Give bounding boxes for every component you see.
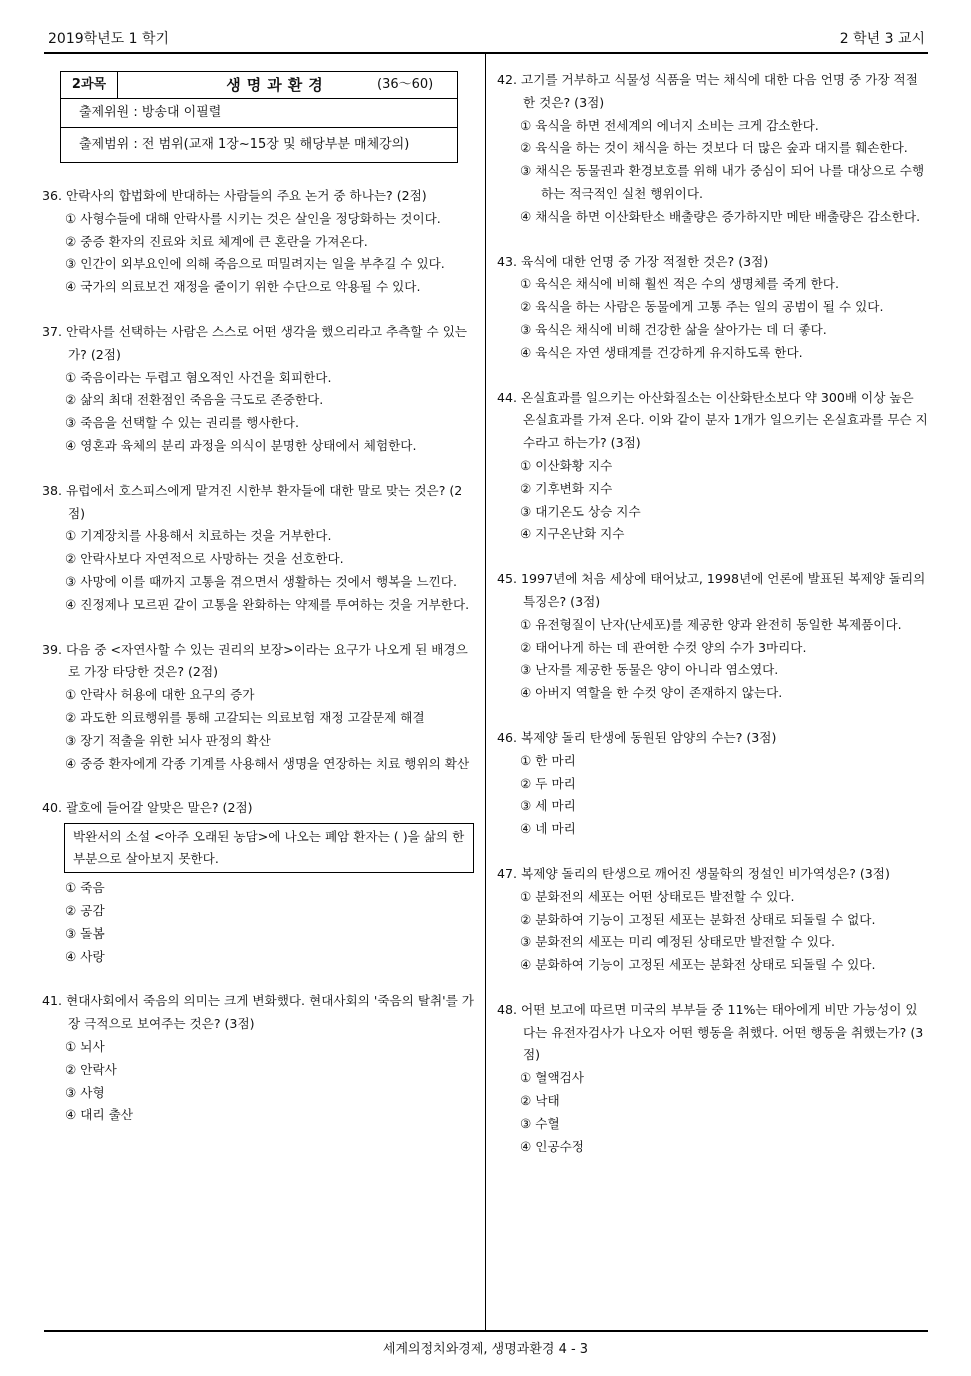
answer-option: ① 사형수들에 대해 안락사를 시키는 것은 살인을 정당화하는 것이다.	[65, 210, 441, 226]
question	[42, 480, 476, 617]
answer-option: ④ 채식을 하면 이산화탄소 배출량은 증가하지만 메탄 배출량은 감소한다.	[520, 208, 921, 224]
answer-option: ③ 죽음을 선택할 수 있는 권리를 행사한다.	[65, 415, 299, 431]
subject-authors: 출제위원 : 방송대 이필렬	[61, 99, 457, 128]
answer-option: ③ 채식은 동물권과 환경보호를 위해 내가 중심이 되어 나를 대상으로 수행하는 적극적인 실천 행위이다.	[520, 163, 925, 201]
answer-option: ③ 대기온도 상승 지수	[520, 503, 641, 519]
question	[42, 185, 476, 299]
answer-option: ② 과도한 의료행위를 통해 고갈되는 의료보험 재정 고갈문제 해결	[65, 709, 425, 725]
question	[497, 251, 929, 365]
subject-box	[60, 71, 458, 163]
exam-grade-period: 2 학년 3 교시	[839, 31, 925, 47]
question-range: (36～60)	[377, 77, 434, 92]
question-stem: 39. 다음 중 <자연사할 수 있는 권리의 보장>이라는 요구가 나오게 된 배경으로 가장 타당한 것은? (2점)	[42, 641, 468, 680]
answer-option: ④ 진정제나 모르핀 같이 고통을 완화하는 약제를 투여하는 것을 거부한다.	[65, 596, 470, 612]
answer-option: ④ 영혼과 육체의 분리 과정을 의식이 분명한 상태에서 체험한다.	[65, 437, 417, 453]
answer-option: ③ 분화전의 세포는 미리 예정된 상태로만 발전할 수 있다.	[520, 934, 835, 950]
answer-option: ① 안락사 허용에 대한 요구의 증가	[65, 687, 255, 703]
answer-option: ① 기계장치를 사용해서 치료하는 것을 거부한다.	[65, 528, 332, 544]
answer-option: ② 분화하여 기능이 고정된 세포는 분화전 상태로 되돌릴 수 없다.	[520, 911, 876, 927]
question-stem: 36. 안락사의 합법화에 반대하는 사람들의 주요 논거 중 하나는? (2점)	[42, 188, 427, 203]
answer-option: ① 죽음이라는 두렵고 혐오적인 사건을 회피한다.	[65, 369, 332, 385]
question	[497, 999, 929, 1159]
exam-term: 2019학년도 1 학기	[48, 31, 170, 47]
answer-option: ④ 아버지 역할을 한 수컷 양이 존재하지 않는다.	[520, 685, 783, 701]
question-stem: 47. 복제양 돌리의 탄생으로 깨어진 생물학의 정설인 비가역성은? (3점)	[497, 865, 890, 881]
answer-option: ③ 세 마리	[520, 798, 576, 814]
question-stem: 43. 육식에 대한 언명 중 가장 적절한 것은? (3점)	[497, 253, 769, 269]
answer-option: ② 안락사보다 자연적으로 사망하는 것을 선호한다.	[65, 551, 344, 567]
answer-option: ① 혈액검사	[520, 1070, 584, 1086]
answer-option: ② 안락사	[65, 1061, 117, 1077]
question-stem: 46. 복제양 돌리 탄생에 동원된 암양의 수는? (3점)	[497, 729, 777, 745]
question	[42, 990, 476, 1127]
answer-option: ④ 분화하여 기능이 고정된 세포는 분화전 상태로 되돌릴 수 있다.	[520, 957, 876, 973]
answer-option: ① 유전형질이 난자(난세포)를 제공한 양과 완전히 동일한 복제품이다.	[520, 616, 902, 632]
question-stem: 37. 안락사를 선택하는 사람은 스스로 어떤 생각을 했으리라고 추측할 수 있는가? (2점)	[42, 323, 468, 362]
question-stem: 38. 유럽에서 호스피스에게 맡겨진 시한부 환자들에 대한 말로 맞는 것은? (2점)	[42, 482, 463, 521]
question-stem: 44. 온실효과를 일으키는 아산화질소는 이산화탄소보다 약 300배 이상 높은 온실효과를 가져 온다. 이와 같이 분자 1개가 일으키는 온실효과를 무슨 지수라고 하는가? (3점)	[497, 389, 928, 451]
question	[497, 69, 929, 229]
answer-option: ② 태어나게 하는 데 관여한 수컷 양의 수가 3마리다.	[520, 639, 807, 655]
question	[497, 568, 929, 705]
question	[42, 639, 476, 776]
page-footer: 세계의정치와경제, 생명과환경 4 - 3	[382, 1342, 589, 1357]
answer-option: ① 육식은 채식에 비해 훨씬 적은 수의 생명체를 죽게 한다.	[520, 276, 839, 292]
answer-option: ① 한 마리	[520, 752, 576, 768]
answer-option: ② 삶의 최대 전환점인 죽음을 극도로 존중한다.	[65, 392, 324, 408]
right-column	[497, 69, 929, 1180]
answer-option: ① 이산화황 지수	[520, 457, 613, 473]
answer-option: ③ 사망에 이를 때까지 고통을 겪으면서 생활하는 것에서 행복을 느낀다.	[65, 573, 457, 589]
answer-option: ① 분화전의 세포는 어떤 상태로든 발전할 수 있다.	[520, 888, 795, 904]
answer-option: ③ 육식은 채식에 비해 건강한 삶을 살아가는 데 더 좋다.	[520, 321, 827, 337]
question	[497, 863, 929, 977]
left-column	[42, 185, 476, 1149]
subject-scope: 출제범위 : 전 범위(교재 1장~15장 및 해당부분 매체강의)	[79, 137, 410, 152]
question-stem: 42. 고기를 거부하고 식물성 식품을 먹는 채식에 대한 다음 언명 중 가장 적절한 것은? (3점)	[497, 72, 918, 110]
answer-option: ① 뇌사	[65, 1038, 105, 1054]
question	[497, 727, 929, 841]
answer-option: ③ 인간이 외부요인에 의해 죽음으로 떠밀려지는 일을 부추길 수 있다.	[65, 256, 445, 272]
subject-tag: 2과목	[61, 72, 118, 98]
answer-option: ③ 사형	[65, 1084, 105, 1100]
question-stem: 40. 괄호에 들어갈 알맞은 말은? (2점)	[42, 800, 253, 816]
answer-option: ③ 돌봄	[65, 925, 105, 941]
answer-option: ④ 인공수정	[520, 1138, 584, 1154]
question-stem: 41. 현대사회에서 죽음의 의미는 크게 변화했다. 현대사회의 '죽음의 탈취'를 가장 극적으로 보여주는 것은? (3점)	[42, 993, 474, 1032]
answer-option: ④ 네 마리	[520, 821, 576, 837]
column-divider	[485, 54, 486, 1330]
question	[497, 387, 929, 547]
answer-option: ② 낙태	[520, 1093, 560, 1109]
question-stem: 48. 어떤 보고에 따르면 미국의 부부들 중 11%는 태아에게 비만 가능성이 있다는 유전자검사가 나오자 어떤 행동을 취했다. 어떤 행동을 취했는가? (3점)	[497, 1001, 924, 1063]
answer-option: ④ 지구온난화 지수	[520, 526, 625, 542]
question	[42, 797, 476, 968]
subject-name: 생명과환경	[226, 76, 329, 94]
answer-option: ③ 수혈	[520, 1115, 560, 1131]
answer-option: ④ 대리 출산	[65, 1107, 133, 1123]
question-stem: 45. 1997년에 처음 세상에 태어났고, 1998년에 언론에 발표된 복제양 돌리의 특징은? (3점)	[497, 571, 926, 609]
answer-option: ④ 사랑	[65, 948, 105, 964]
answer-option: ① 죽음	[65, 880, 105, 896]
answer-option: ① 육식을 하면 전세계의 에너지 소비는 크게 감소한다.	[520, 117, 819, 133]
answer-option: ② 육식을 하는 사람은 동물에게 고통 주는 일의 공범이 될 수 있다.	[520, 299, 884, 315]
answer-option: ④ 국가의 의료보건 재정을 줄이기 위한 수단으로 악용될 수 있다.	[65, 279, 421, 295]
answer-option: ② 공감	[65, 902, 105, 918]
bottom-rule	[44, 1330, 928, 1332]
answer-option: ② 기후변화 지수	[520, 480, 613, 496]
answer-option: ② 중증 환자의 진료와 치료 체계에 큰 혼란을 가져온다.	[65, 233, 368, 249]
answer-option: ② 두 마리	[520, 775, 576, 791]
answer-option: ④ 중증 환자에게 각종 기계를 사용해서 생명을 연장하는 치료 행위의 확산	[65, 755, 470, 771]
answer-option: ③ 장기 적출을 위한 뇌사 판정의 확산	[65, 732, 271, 748]
answer-option: ② 육식을 하는 것이 채식을 하는 것보다 더 많은 숲과 대지를 훼손한다.	[520, 140, 908, 156]
top-rule	[44, 52, 928, 54]
answer-option: ③ 난자를 제공한 동물은 양이 아니라 염소였다.	[520, 662, 779, 678]
answer-option: ④ 육식은 자연 생태계를 건강하게 유지하도록 한다.	[520, 344, 803, 360]
question-passage-box: 박완서의 소설 <아주 오래된 농담>에 나오는 폐암 환자는 ( )을 삶의 한 부분으로 살아보지 못한다.	[64, 823, 474, 873]
question	[42, 321, 476, 458]
